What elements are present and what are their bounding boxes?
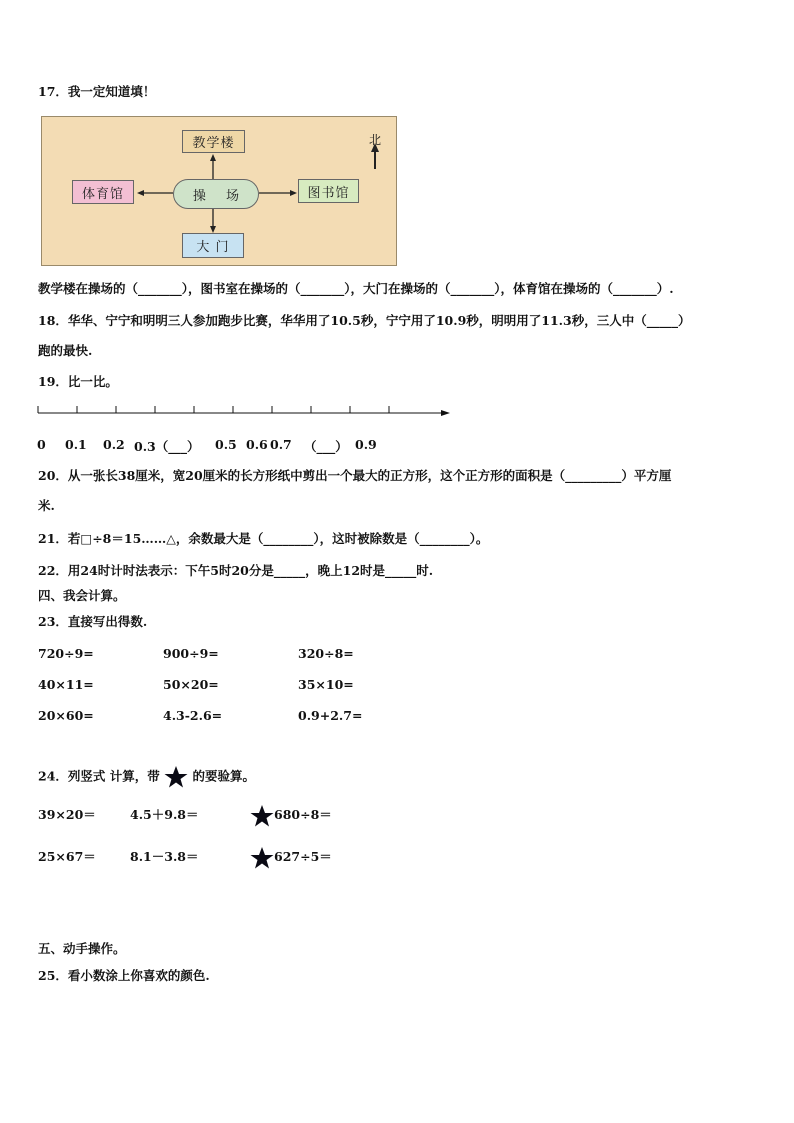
- q24-title-before: 24．列竖式 计算，带: [38, 768, 160, 784]
- section4-heading: 四、我会计算。: [38, 588, 126, 603]
- direction-map: [41, 116, 397, 266]
- school-box: 教学楼: [182, 130, 245, 153]
- calc-item: 35×10=: [298, 677, 354, 692]
- q24-title-after: 的要验算。: [192, 768, 255, 784]
- calc-item: 25×67＝: [38, 849, 96, 864]
- calc-item: 0.9+2.7=: [298, 708, 363, 723]
- numline-label: 0.9: [355, 437, 377, 452]
- q20-line1: 20．从一张长38厘米，宽20厘米的长方形纸中剪出一个最大的正方形，这个正方形的面积是（_________）平方厘: [38, 468, 672, 483]
- calc-item: 320÷8=: [298, 646, 354, 661]
- north-label: 北: [369, 133, 382, 147]
- star-icon: [250, 846, 274, 870]
- gate-box: 大 门: [182, 233, 244, 258]
- q24-title: [38, 765, 255, 789]
- q23-title: 23．直接写出得数.: [38, 614, 148, 629]
- numline-label: 0.7: [270, 437, 292, 452]
- calc-item: 680÷8＝: [274, 807, 332, 822]
- numline-label: 0: [37, 437, 46, 452]
- q25-text: 25．看小数涂上你喜欢的颜色.: [38, 968, 210, 983]
- calc-item: 50×20=: [163, 677, 219, 692]
- numline-label: （___）: [304, 439, 348, 454]
- star-icon: [164, 765, 188, 789]
- q20-line2: 米.: [38, 498, 55, 513]
- calc-item: 4.3-2.6=: [163, 708, 223, 723]
- number-line: [36, 402, 456, 422]
- calc-item: 627÷5＝: [274, 849, 332, 864]
- gym-box: 体育馆: [72, 180, 134, 204]
- section5-heading: 五、动手操作。: [38, 941, 126, 956]
- numline-label: 0.2: [103, 437, 125, 452]
- calc-item: 720÷9=: [38, 646, 94, 661]
- q17-title: 17．我一定知道填！: [38, 84, 156, 99]
- calc-item: 4.5＋9.8＝: [130, 807, 199, 822]
- calc-item: 39×20＝: [38, 807, 96, 822]
- numline-label: 0.6: [246, 437, 268, 452]
- q22-text: 22．用24时计时法表示：下午5时20分是_____，晚上12时是_____时.: [38, 563, 434, 578]
- calc-item: 20×60=: [38, 708, 94, 723]
- numline-label: 0.1: [65, 437, 87, 452]
- q17-sentence: 教学楼在操场的（_______），图书室在操场的（_______），大门在操场的（_______），体育馆在操场的（_______）.: [38, 281, 674, 296]
- calc-item: 900÷9=: [163, 646, 219, 661]
- q19-title: 19．比一比。: [38, 374, 118, 389]
- calc-item: 40×11=: [38, 677, 94, 692]
- playground-box: 操 场: [173, 179, 259, 209]
- numline-label: 0.5: [215, 437, 237, 452]
- calc-item: 8.1－3.8＝: [130, 849, 199, 864]
- q21-text: 21．若□÷8＝15……△，余数最大是（________），这时被除数是（________）。: [38, 531, 489, 546]
- q18-line2: 跑的最快.: [38, 343, 93, 358]
- star-icon: [250, 804, 274, 828]
- library-box: 图书馆: [298, 179, 359, 203]
- q18-line1: 18．华华、宁宁和明明三人参加跑步比赛，华华用了10.5秒，宁宁用了10.9秒，明明用了11.3秒，三人中（_____）: [38, 313, 691, 328]
- numline-label: 0.3（___）: [134, 439, 200, 454]
